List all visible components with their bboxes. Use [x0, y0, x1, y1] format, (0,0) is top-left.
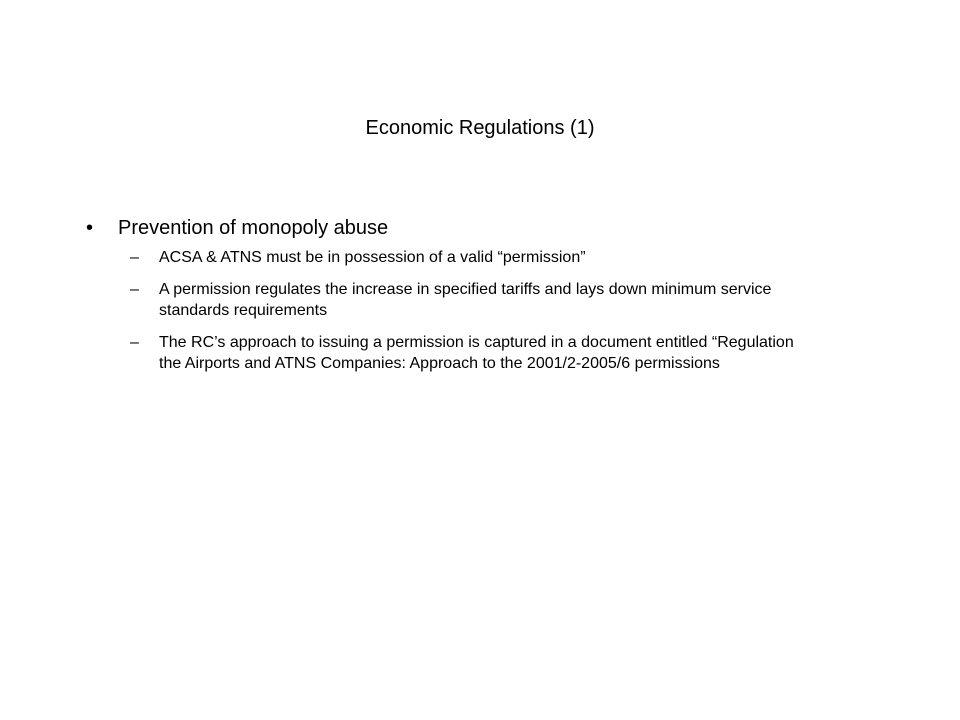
- sub-bullet-item: [86, 332, 819, 374]
- sub-bullet-item: [86, 247, 819, 268]
- bullet-item: [86, 214, 866, 242]
- sub-bullet-list: [86, 247, 866, 374]
- sub-bullet-text: A permission regulates the increase in specified tariffs and lays down minimum service standards requirements: [159, 281, 772, 319]
- sub-bullet-text: ACSA & ATNS must be in possession of a valid “permission”: [159, 249, 586, 266]
- sub-bullet-item: [86, 279, 819, 321]
- dash-marker: –: [130, 249, 139, 266]
- sub-bullet-text: The RC’s approach to issuing a permission is captured in a document entitled “Regulation the Airports and ATNS Companies: Approach to the 2001/2-2005/6 permissions: [159, 334, 794, 372]
- bullet-text: Prevention of monopoly abuse: [118, 217, 389, 239]
- slide-title: Economic Regulations (1): [365, 117, 595, 139]
- dash-marker: –: [130, 281, 139, 298]
- slide-content: [86, 214, 866, 385]
- bullet-marker: •: [86, 217, 94, 239]
- dash-marker: –: [130, 334, 139, 351]
